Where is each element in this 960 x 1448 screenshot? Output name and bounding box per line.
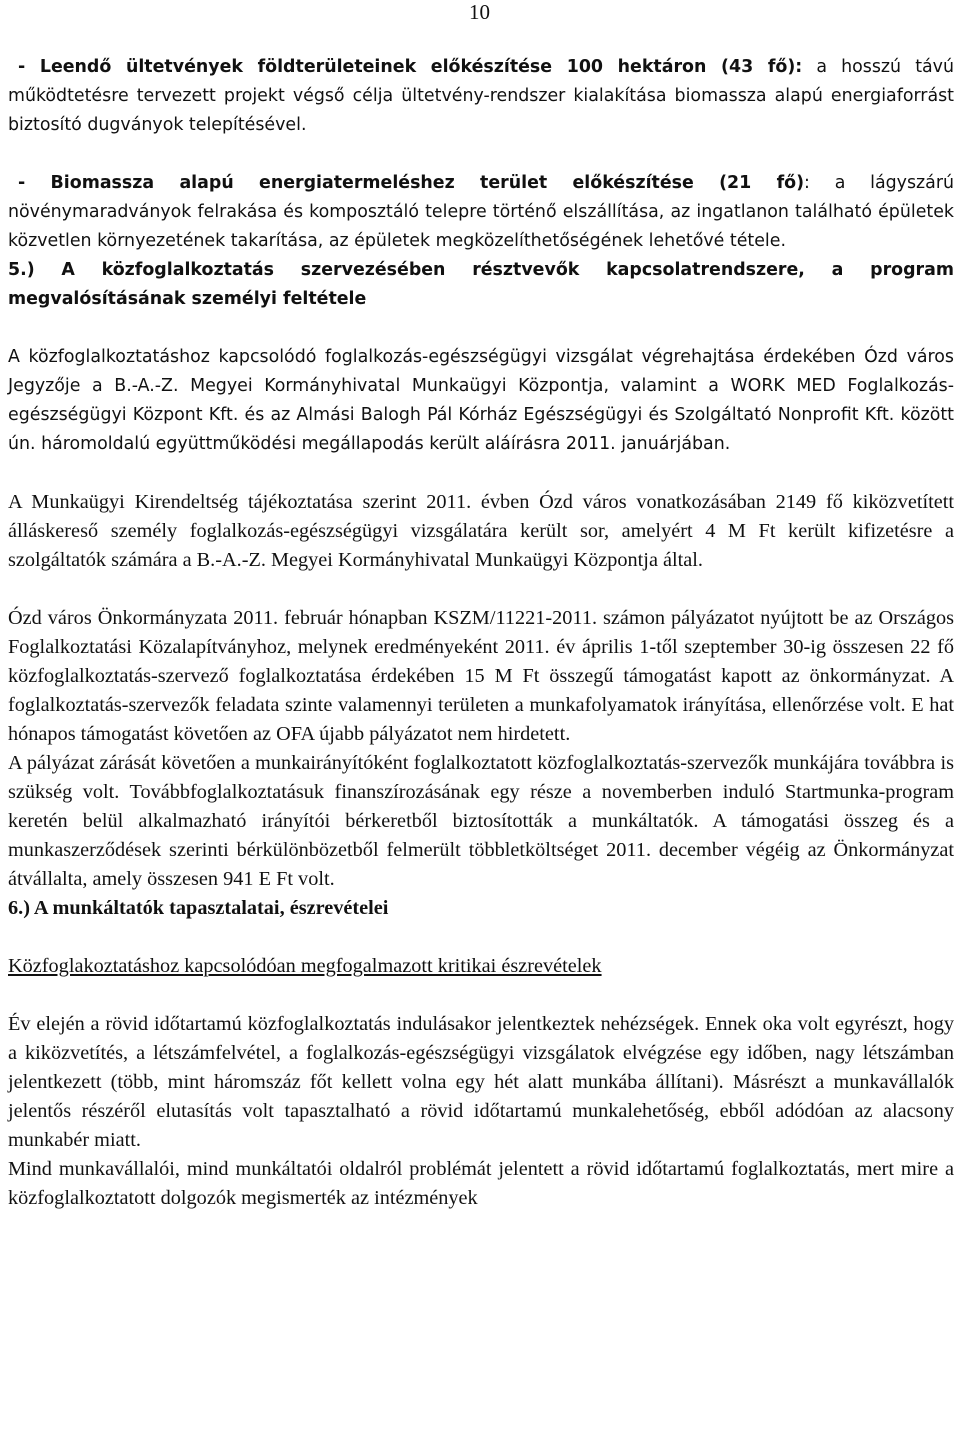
section-6-paragraph-2: Mind munkavállalói, mind munkáltatói oldalról problémát jelentett a rövid időtartamú foglalkoztatás, mert mire a közfoglalkoztatott dolgozók megismerték az intézmények (8, 1158, 954, 1209)
item-text: : a lágyszárú növénymaradványok felrakása és komposztáló telepre történő elszállítása, az ingatlanon található épületek közvetlen környezetének takarítása, az épületek megközelíthetőségének lehetővé tétele. (8, 173, 954, 251)
page-number: 10 (469, 0, 490, 24)
section-5-paragraph-3: Ózd város Önkormányzata 2011. február hónapban KSZM/11221-2011. számon pályázatot nyújtott be az Országos Foglalkoztatási Közalapítványhoz, melynek eredményeként 2011. év április 1-től szeptember 30-ig összesen 22 fő közfoglalkoztatás-szervező foglalkoztatása érdekében 15 M Ft összegű támogatást kapott az önkormányzat. A foglalkoztatás-szervezők feladata szinte valamennyi területen a munkafolyamatok irányítása, ellenőrzése volt. E hat hónapos támogatást követően az OFA újabb pályázatot nem hirdetett. (8, 607, 954, 745)
item-bold-lead: - Biomassza alapú energiatermeléshez terület előkészítése (21 fő) (18, 173, 805, 193)
item-bold-lead: - Leendő ültetvények földterületeinek előkészítése 100 hektáron (43 fő): (18, 57, 803, 77)
section-6-heading: 6.) A munkáltatók tapasztalatai, észrevételei (8, 897, 389, 919)
item-biomassza (8, 169, 954, 256)
section-5-paragraph-1: A közfoglalkoztatáshoz kapcsolódó foglalkozás-egészségügyi vizsgálat végrehajtása érdekében Ózd város Jegyzője a B.-A.-Z. Megyei Kormányhivatal Munkaügyi Központja, valamint a WORK MED Foglalkozás-egészségügyi Központ Kft. és az Almási Balogh Pál Kórház Egészségügyi és Szolgáltató Nonprofit Kft. között ún. háromoldalú együttműködési megállapodás került aláírásra 2011. januárjában. (8, 347, 954, 454)
document-body (8, 53, 954, 1213)
item-text: a hosszú távú működtetésre tervezett projekt végső célja ültetvény-rendszer kialakítása biomassza alapú energiaforrást biztosító dugványok telepítésével. (8, 57, 954, 135)
section-5-heading: 5.) A közfoglalkoztatás szervezésében résztvevők kapcsolatrendszere, a program megvalósításának személyi feltétele (8, 260, 954, 309)
section-6-subheading: Közfoglakoztatáshoz kapcsolódóan megfogalmazott kritikai észrevételek (8, 955, 602, 977)
section-5-paragraph-2: A Munkaügyi Kirendeltség tájékoztatása szerint 2011. évben Ózd város vonatkozásában 2149 fő kiközvetített álláskereső személy foglalkozás-egészségügyi vizsgálatára került sor, amelyért 4 M Ft került kifizetésre a szolgáltatók számára a B.-A.-Z. Megyei Kormányhivatal Munkaügyi Központja által. (8, 491, 954, 571)
section-5-paragraph-4: A pályázat zárását követően a munkairányítóként foglalkoztatott közfoglalkoztatás-szervezők munkájára továbbra is szükség volt. Továbbfoglalkoztatásuk finanszírozásának egy része a novemberben induló Startmunka-program keretén belül alkalmazható irányítói bérkeretből biztosították a munkáltatók. A támogatási összeg és a munkaszerződések szerinti bérkülönbözetből felmerült többletköltséget 2011. december végéig az Önkormányzat átvállalta, amely összesen 941 E Ft volt. (8, 752, 954, 890)
section-6-paragraph-1: Év elején a rövid időtartamú közfoglalkoztatás indulásakor jelentkeztek nehézségek. Ennek oka volt egyrészt, hogy a kiközvetítés, a létszámfelvétel, a foglalkozás-egészségügyi vizsgálatok elvégzése egy időben, nagy létszámban jelentkezett (több, mint háromszáz főt kellett volna egy hét alatt munkába állítani). Másrészt a munkavállalók jelentős részéről elutasítás volt tapasztalható a rövid időtartamú munkalehetőség, ebből adódóan az alacsony munkabér miatt. (8, 1013, 954, 1151)
item-leendo-ultetvenyek (8, 53, 954, 140)
